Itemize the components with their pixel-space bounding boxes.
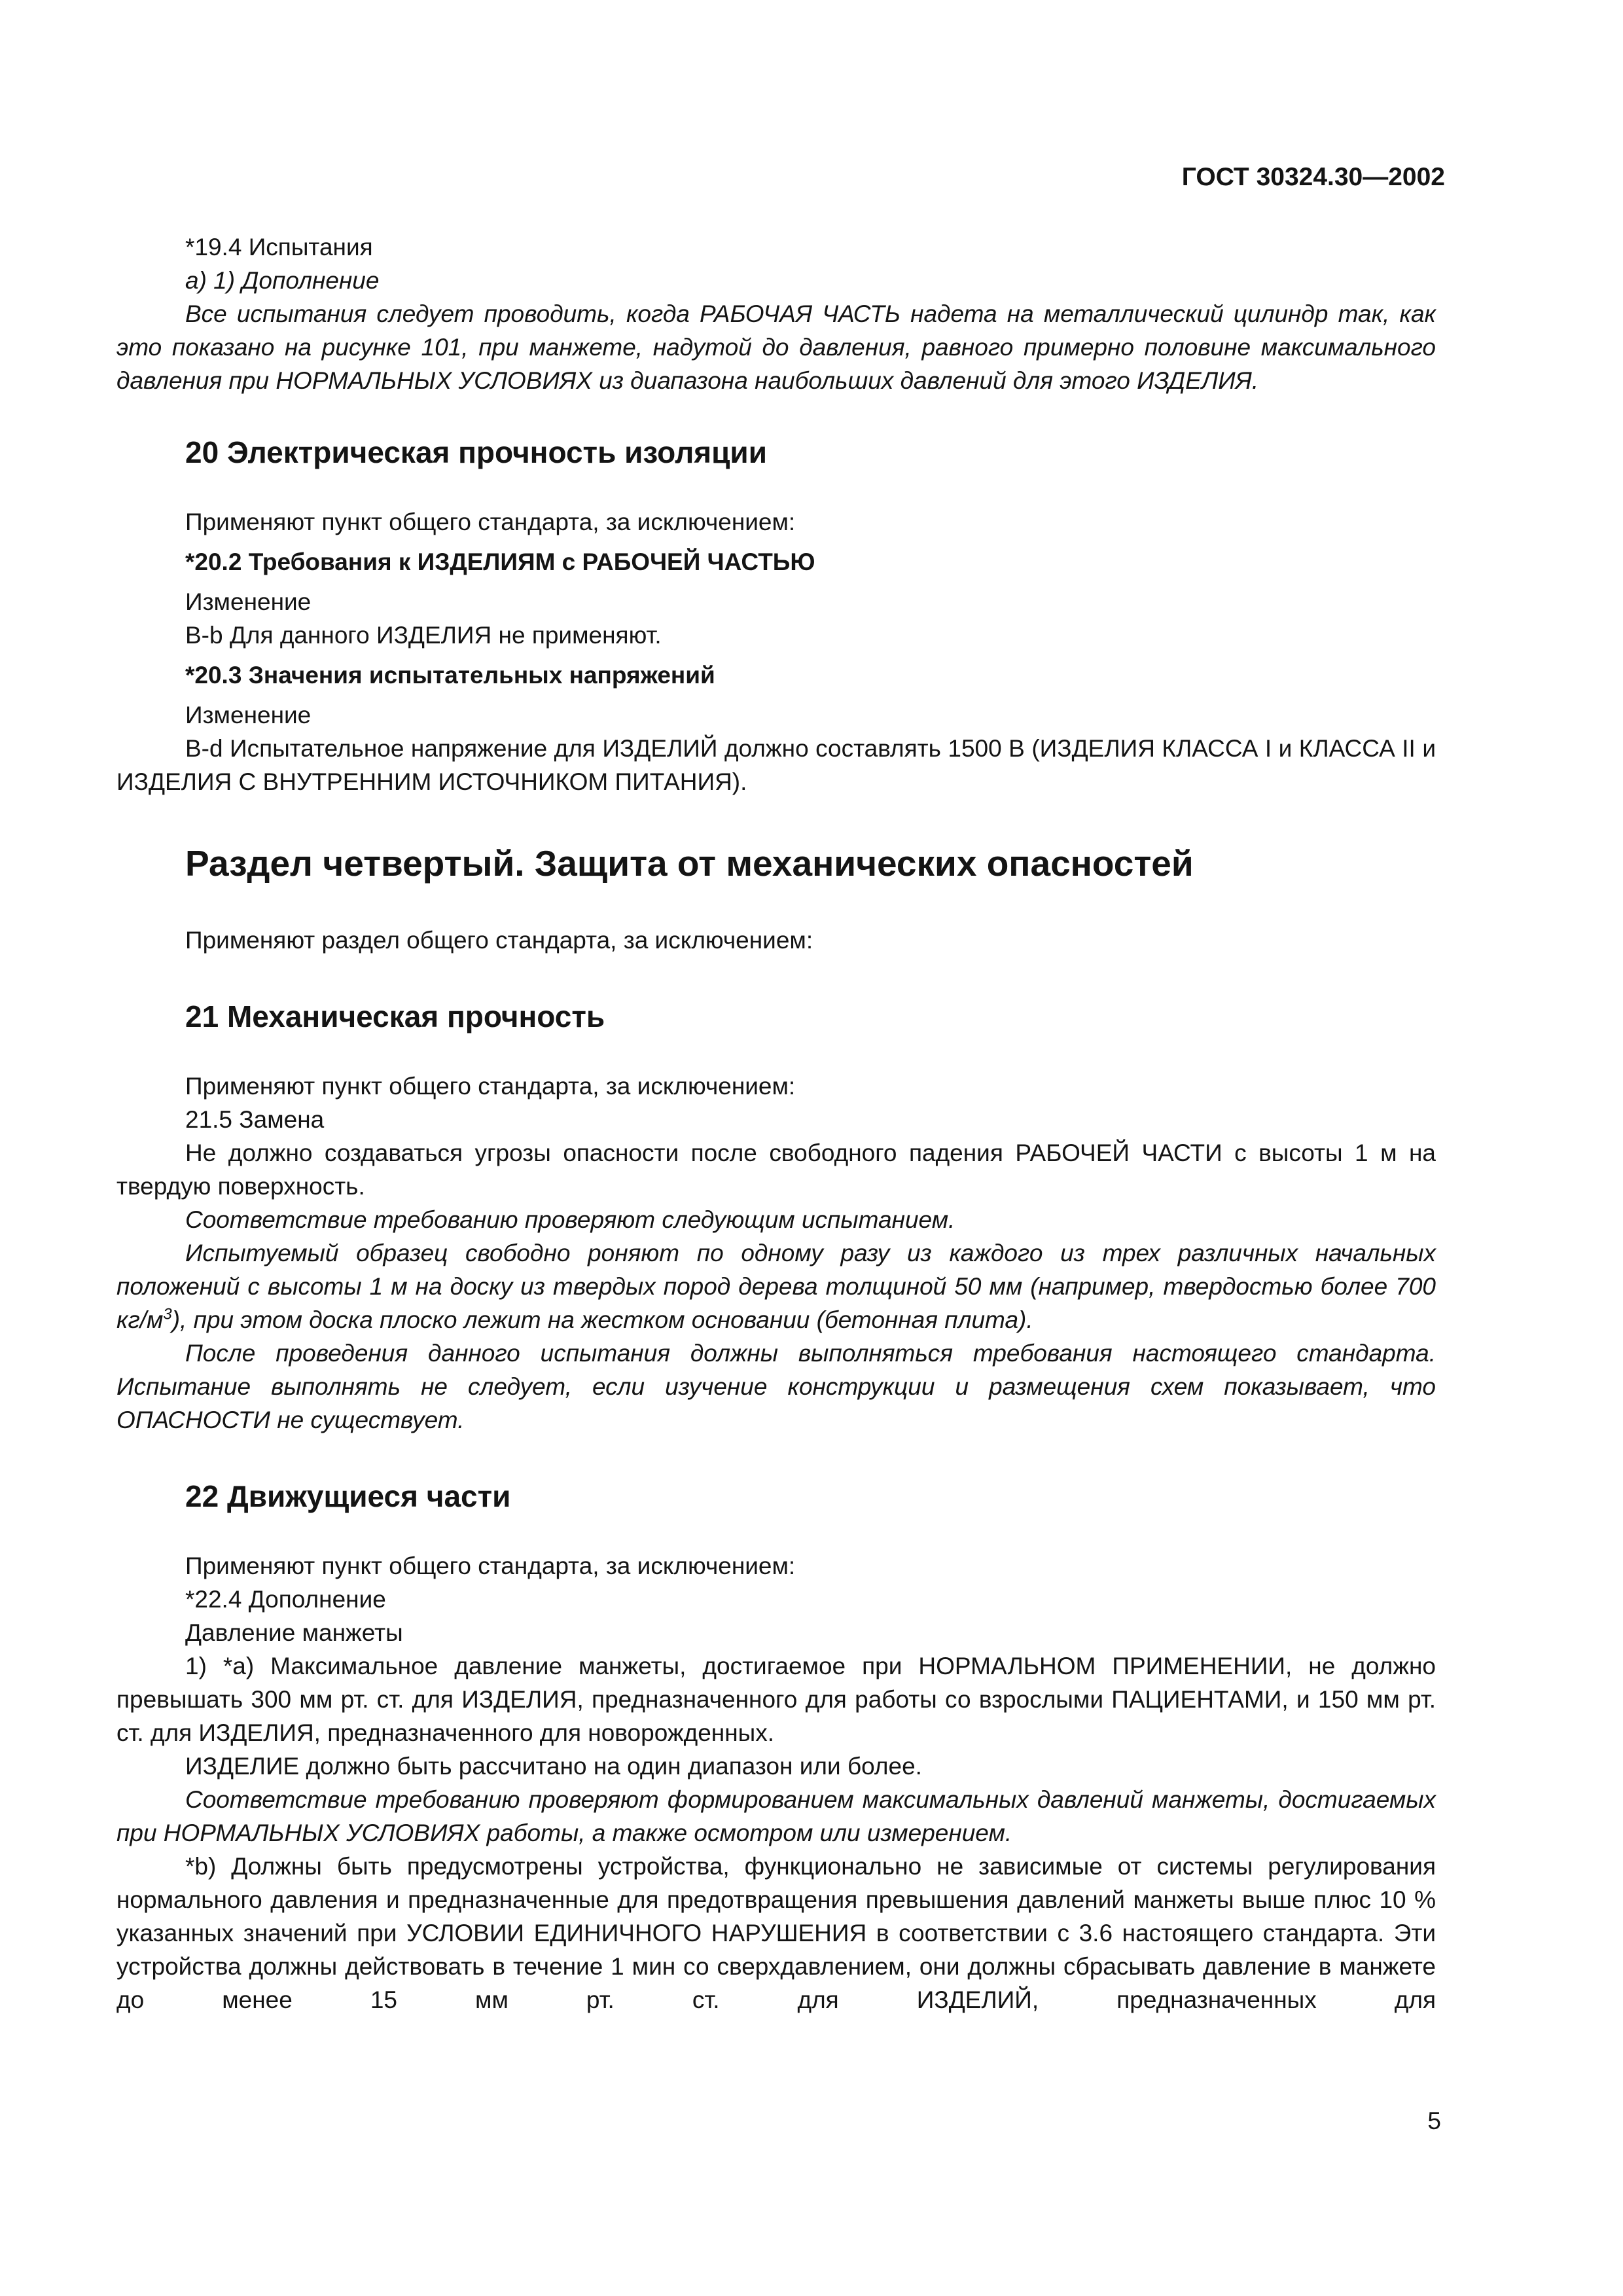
part-4-apply: Применяют раздел общего стандарта, за исключением: [185,927,813,954]
clause-22-4-compliance: Соответствие требованию проверяют формированием максимальных давлений манжеты, достигаемых при НОРМАЛЬНЫХ УСЛОВИЯХ работы, а также осмотром или измерением. [116,1786,1436,1846]
section-22-heading: 22 Движущиеся части [185,1479,511,1513]
section-21-heading: 21 Механическая прочность [185,999,605,1033]
section-21-apply: Применяют пункт общего стандарта, за исключением: [185,1073,796,1100]
section-20-heading: 20 Электрическая прочность изоляции [185,435,767,469]
document-header: ГОСТ 30324.30—2002 [1181,163,1445,191]
clause-22-4-b: *b) Должны быть предусмотрены устройства, функционально не зависимые от системы регулирования нормального давления и предназначенные для предотвращения превышения давлений манжеты выше плюс 10 % указанных значений при УСЛОВИИ ЕДИНИЧНОГО НАРУШЕНИЯ в соответствии с 3.6 настоящего стандарта. Эти устройства должны действовать в течение 1 мин со сверхдавлением, они должны сбрасывать давление в манжете до менее 15 мм рт. ст. для ИЗДЕЛИЙ, предназначенных для [116,1853,1436,2013]
clause-22-4-title: *22.4 Дополнение [185,1586,386,1613]
clause-21-5-test [116,1236,1436,1336]
clause-19-4-supplement: а) 1) Дополнение [185,267,380,294]
clause-22-4-range: ИЗДЕЛИЕ должно быть рассчитано на один диапазон или более. [185,1753,922,1780]
clause-19-4-text: Все испытания следует проводить, когда РАБОЧАЯ ЧАСТЬ надета на металлический цилиндр так, как это показано на рисунке 101, при манжете, надутой до давления, равного примерно половине максимального давления при НОРМАЛЬНЫХ УСЛОВИЯХ из диапазона наибольших давлений для этого ИЗДЕЛИЯ. [116,300,1436,394]
clause-21-5-text: Не должно создаваться угрозы опасности после свободного падения РАБОЧЕЙ ЧАСТИ с высоты 1 м на твердую поверхность. [116,1139,1436,1200]
clause-19-4-title: *19.4 Испытания [185,234,373,260]
page-number: 5 [1427,2108,1441,2134]
clause-21-5-title: 21.5 Замена [185,1106,325,1133]
section-22-apply: Применяют пункт общего стандарта, за исключением: [185,1552,796,1579]
clause-20-2-text: B-b Для данного ИЗДЕЛИЯ не применяют. [185,622,662,649]
clause-20-3-heading: *20.3 Значения испытательных напряжений [185,662,715,689]
part-4-heading: Раздел четвертый. Защита от механических опасностей [185,843,1194,884]
superscript-3: 3 [163,1305,172,1323]
clause-22-4-a: 1) *а) Максимальное давление манжеты, достигаемое при НОРМАЛЬНОМ ПРИМЕНЕНИИ, не должно превышать 300 мм рт. ст. для ИЗДЕЛИЯ, предназначенного для работы со взрослыми ПАЦИЕНТАМИ, и 150 мм рт. ст. для ИЗДЕЛИЯ, предназначенного для новорожденных. [116,1653,1436,1746]
cuff-pressure-label: Давление манжеты [185,1619,403,1646]
clause-21-5-after: После проведения данного испытания должны выполняться требования настоящего стандарта. Испытание выполнять не следует, если изучение конструкции и размещения схем показывает, что ОПАСНОСТИ не существует. [116,1340,1436,1433]
clause-21-5-compliance: Соответствие требованию проверяют следующим испытанием. [185,1206,955,1233]
clause-20-3-change-label: Изменение [185,702,312,728]
section-20-apply: Применяют пункт общего стандарта, за исключением: [185,509,796,535]
clause-21-5-test-part1: Испытуемый образец свободно роняют по одному разу из каждого из трех различных начальных положений с высоты 1 м на доску из твердых пород дерева толщиной 50 мм (например, твердостью более 700 кг/м [116,1240,1436,1333]
page-content [116,230,1436,2017]
clause-21-5-test-part2: ), при этом доска плоско лежит на жестком основании (бетонная плита). [171,1306,1033,1333]
clause-20-3-text: B-d Испытательное напряжение для ИЗДЕЛИЙ должно составлять 1500 В (ИЗДЕЛИЯ КЛАССА I и КЛАССА II и ИЗДЕЛИЯ С ВНУТРЕННИМ ИСТОЧНИКОМ ПИТАНИЯ). [116,735,1436,795]
clause-20-2-heading: *20.2 Требования к ИЗДЕЛИЯМ с РАБОЧЕЙ ЧАСТЬЮ [185,548,815,575]
clause-20-2-change-label: Изменение [185,588,312,615]
